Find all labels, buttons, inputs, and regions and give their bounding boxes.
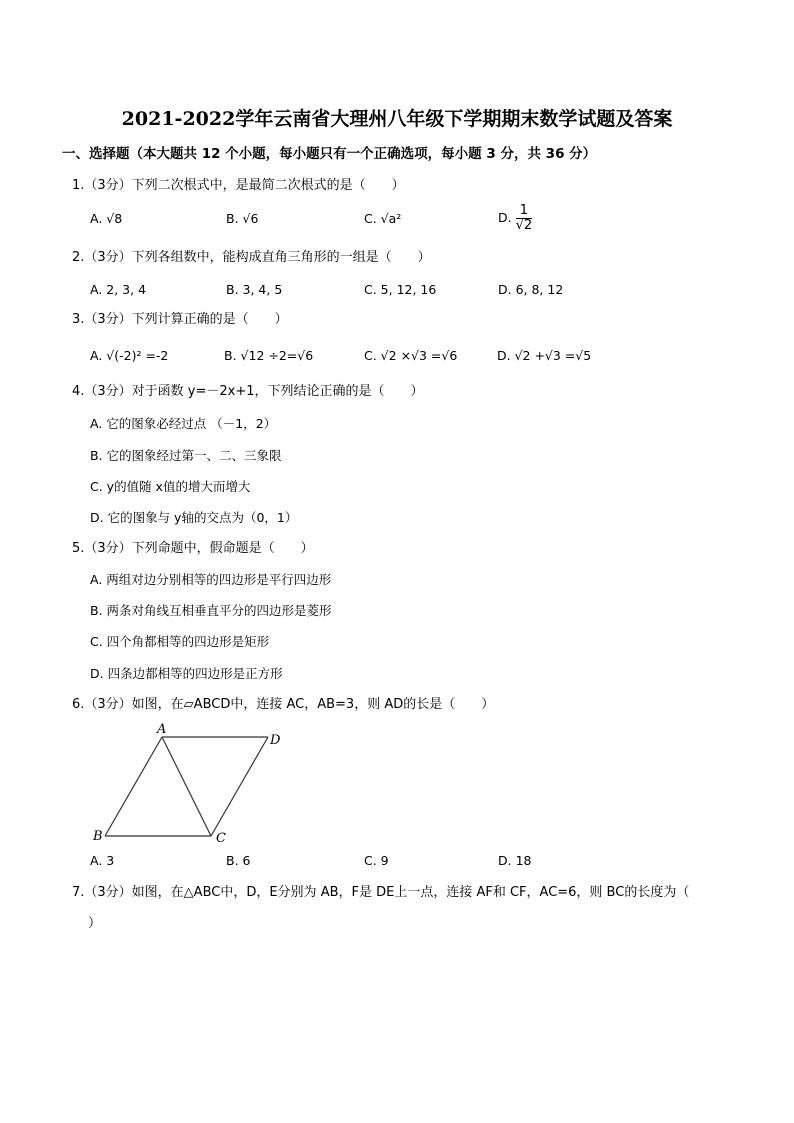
question-4: 4.（3分）对于函数 y=－2x+1，下列结论正确的是（ ） [72, 384, 424, 399]
q5-option-c: C. 四个角都相等的四边形是矩形 [90, 634, 270, 649]
q3-option-a: A. √(-2)² =-2 [90, 348, 169, 363]
question-5: 5.（3分）下列命题中，假命题是（ ） [72, 541, 314, 556]
segment-cd [211, 737, 268, 836]
q2-option-d: D. 6, 8, 12 [498, 282, 564, 297]
question-7-paren-close: ） [88, 916, 102, 931]
q1-option-a: A. √8 [90, 211, 123, 226]
question-7: 7.（3分）如图，在△ABC中，D，E分别为 AB，F是 DE上一点，连接 AF和 CF，AC=6，则 BC的长度为（ [72, 885, 690, 900]
question-3: 3.（3分）下列计算正确的是（ ） [72, 312, 288, 327]
q6-option-d: D. 18 [498, 853, 532, 868]
vertex-c-label: C [216, 831, 226, 846]
q4-option-b: B. 它的图象经过第一、二、三象限 [90, 448, 282, 463]
segment-ab [105, 737, 162, 836]
segment-ac [162, 737, 211, 836]
q5-option-d: D. 四条边都相等的四边形是正方形 [90, 666, 283, 681]
q6-option-c: C. 9 [364, 853, 389, 868]
q3-option-b: B. √12 ÷2=√6 [224, 348, 314, 363]
denominator: √2 [515, 218, 533, 233]
section-heading: 一、选择题（本大题共 12 个小题，每小题只有一个正确选项，每小题 3 分，共 36 分） [62, 146, 597, 162]
q4-option-a: A. 它的图象必经过点 （－1，2） [90, 416, 277, 431]
vertex-a-label: A [157, 722, 167, 737]
fraction [516, 204, 533, 233]
q4-option-d: D. 它的图象与 y轴的交点为（0，1） [90, 510, 298, 525]
q2-option-a: A. 2, 3, 4 [90, 282, 147, 297]
question-2: 2.（3分）下列各组数中，能构成直角三角形的一组是（ ） [72, 250, 431, 265]
question-6: 6.（3分）如图，在▱ABCD中，连接 AC，AB=3，则 AD的长是（ ） [72, 697, 495, 712]
question-1: 1.（3分）下列二次根式中，是最简二次根式的是（ ） [72, 178, 405, 193]
vertex-d-label: D [270, 733, 281, 748]
q3-option-d: D. √2 +√3 =√5 [497, 348, 592, 363]
q5-option-a: A. 两组对边分别相等的四边形是平行四边形 [90, 572, 332, 587]
numerator: 1 [516, 204, 533, 219]
q6-option-b: B. 6 [226, 853, 251, 868]
q6-option-a: A. 3 [90, 853, 115, 868]
q4-option-c: C. y的值随 x值的增大而增大 [90, 479, 251, 494]
q3-option-c: C. √2 ×√3 =√6 [364, 348, 458, 363]
q1-option-d [498, 204, 532, 233]
q5-option-b: B. 两条对角线互相垂直平分的四边形是菱形 [90, 603, 332, 618]
q1-option-b: B. √6 [226, 211, 259, 226]
q1-option-c: C. √a² [364, 211, 402, 226]
parallelogram-figure [85, 720, 295, 850]
vertex-b-label: B [93, 829, 103, 844]
option-label: D. [498, 210, 512, 225]
q2-option-b: B. 3, 4, 5 [226, 282, 283, 297]
document-title: 2021-2022学年云南省大理州八年级下学期期末数学试题及答案 [121, 108, 673, 130]
q2-option-c: C. 5, 12, 16 [364, 282, 437, 297]
